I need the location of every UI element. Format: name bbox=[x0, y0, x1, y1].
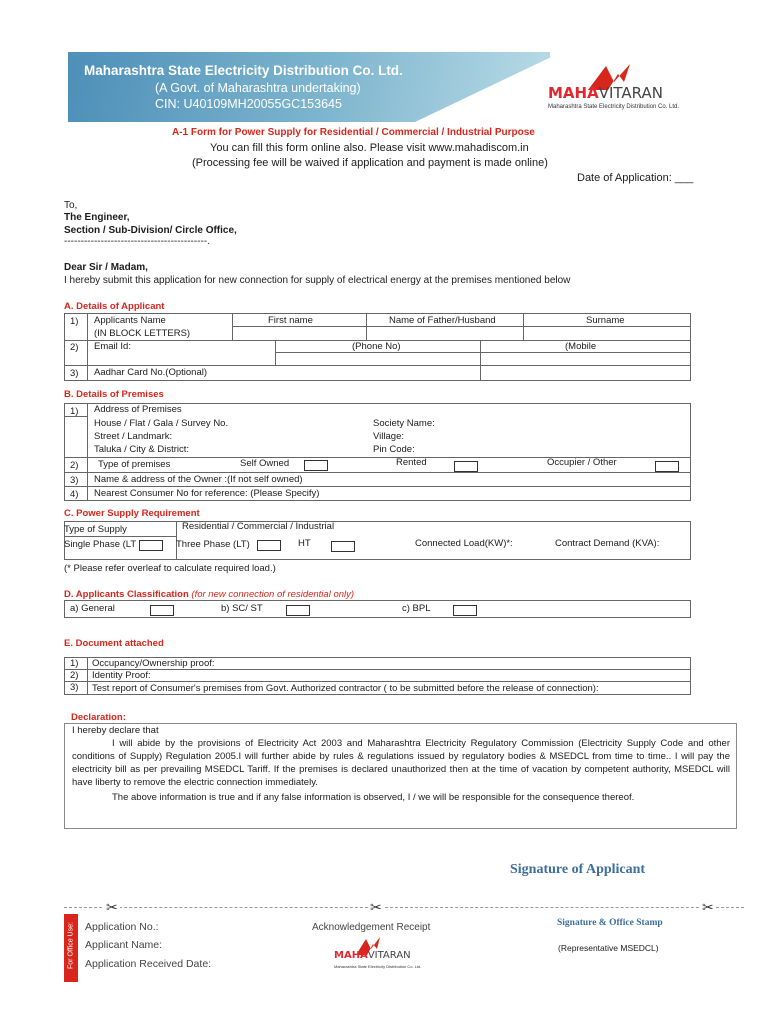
block-letters-label: (IN BLOCK LETTERS) bbox=[94, 328, 191, 339]
section-e-heading: E. Document attached bbox=[64, 638, 164, 649]
applicant-name-label: Applicant Name: bbox=[85, 939, 163, 951]
occupier-checkbox[interactable] bbox=[655, 461, 679, 472]
acknowledgement-title: Acknowledgement Receipt bbox=[312, 922, 431, 933]
dash-line: -------------------------------------------. bbox=[64, 236, 210, 247]
rented-checkbox[interactable] bbox=[454, 461, 478, 472]
surname-label: Surname bbox=[586, 315, 625, 326]
engineer-label: The Engineer, bbox=[64, 212, 130, 223]
scissors-icon: ✂ bbox=[702, 899, 714, 915]
declaration-para2: The above information is true and if any false information is observed, I / we will be responsible for the consequence thereof. bbox=[112, 792, 635, 803]
representative-label: (Representative MSEDCL) bbox=[558, 943, 659, 953]
self-owned-label: Self Owned bbox=[240, 458, 290, 469]
declaration-heading: Declaration: bbox=[71, 712, 126, 723]
signature-applicant: Signature of Applicant bbox=[510, 862, 646, 877]
applicants-name-label: Applicants Name bbox=[94, 315, 166, 326]
rented-label: Rented bbox=[396, 457, 427, 468]
row-number: 3) bbox=[70, 475, 79, 486]
contract-demand-label: Contract Demand (KVA): bbox=[555, 538, 660, 549]
logo-maha: MAHA bbox=[334, 950, 368, 961]
section-b-heading: B. Details of Premises bbox=[64, 389, 164, 400]
identity-proof-label: Identity Proof: bbox=[92, 670, 151, 681]
row-number: 4) bbox=[70, 489, 79, 500]
logo-maha: MAHA bbox=[548, 84, 599, 102]
maha-vitaran-logo bbox=[332, 935, 432, 975]
load-note: (* Please refer overleaf to calculate required load.) bbox=[64, 563, 276, 574]
office-label: Section / Sub-Division/ Circle Office, bbox=[64, 225, 237, 236]
father-name-label: Name of Father/Husband bbox=[389, 315, 496, 326]
cut-line bbox=[64, 907, 744, 908]
type-supply-label: Type of Supply bbox=[64, 524, 127, 535]
mobile-field[interactable] bbox=[481, 353, 689, 365]
father-name-field[interactable] bbox=[366, 327, 523, 340]
fee-note: (Processing fee will be waived if application and payment is made online) bbox=[192, 157, 548, 169]
street-label: Street / Landmark: bbox=[94, 431, 173, 442]
mobile-label: (Mobile bbox=[565, 341, 597, 352]
logo-vitaran: VITARAN bbox=[367, 950, 411, 961]
row-number: 2) bbox=[70, 460, 79, 471]
nearest-consumer-label: Nearest Consumer No for reference: (Please Specify) bbox=[94, 488, 320, 499]
scst-checkbox[interactable] bbox=[286, 605, 310, 616]
section-d-heading-row bbox=[64, 589, 354, 600]
supply-categories: Residential / Commercial / Industrial bbox=[182, 521, 335, 532]
section-d-heading: D. Applicants Classification bbox=[64, 589, 189, 600]
society-label: Society Name: bbox=[373, 418, 435, 429]
ht-checkbox[interactable] bbox=[331, 541, 355, 552]
declaration-line1: I hereby declare that bbox=[72, 725, 159, 736]
logo-subtitle: Maharashtra State Electricity Distribution Co. Ltd. bbox=[334, 964, 422, 969]
address-premises-label: Address of Premises bbox=[94, 404, 182, 415]
surname-field[interactable] bbox=[523, 327, 689, 340]
office-stamp-label: Signature & Office Stamp bbox=[557, 918, 663, 928]
row-number: 3) bbox=[70, 682, 79, 693]
first-name-field[interactable] bbox=[232, 327, 366, 340]
occupier-label: Occupier / Other bbox=[547, 457, 617, 468]
row-number: 2) bbox=[70, 342, 79, 353]
row-number: 1) bbox=[70, 316, 79, 327]
first-name-label: First name bbox=[268, 315, 313, 326]
cin-number: CIN: U40109MH20055GC153645 bbox=[155, 97, 342, 111]
date-of-application: Date of Application: ___ bbox=[577, 172, 694, 184]
test-report-label: Test report of Consumer's premises from Govt. Authorized contractor ( to be submitted before the release of connection): bbox=[92, 683, 599, 694]
three-phase-label: Three Phase (LT) bbox=[176, 539, 250, 550]
scst-label: b) SC/ ST bbox=[221, 603, 263, 614]
received-date-label: Application Received Date: bbox=[85, 958, 212, 970]
email-label: Email Id: bbox=[94, 341, 131, 352]
online-note: You can fill this form online also. Please visit www.mahadiscom.in bbox=[210, 142, 529, 154]
general-checkbox[interactable] bbox=[150, 605, 174, 616]
salutation: Dear Sir / Madam, bbox=[64, 262, 148, 273]
three-phase-checkbox[interactable] bbox=[257, 540, 281, 551]
govt-undertaking: (A Govt. of Maharashtra undertaking) bbox=[155, 81, 361, 95]
intro-text: I hereby submit this application for new connection for supply of electrical energy at the premises mentioned below bbox=[64, 275, 571, 286]
self-owned-checkbox[interactable] bbox=[304, 460, 328, 471]
section-c-heading: C. Power Supply Requirement bbox=[64, 508, 200, 519]
owner-label: Name & address of the Owner :(If not self owned) bbox=[94, 474, 303, 485]
office-use-strip bbox=[64, 914, 78, 982]
phone-label: (Phone No) bbox=[352, 341, 401, 352]
application-no-label: Application No.: bbox=[85, 921, 159, 933]
single-phase-label: Single Phase (LT bbox=[64, 539, 137, 550]
logo-subtitle: Maharashtra State Electricity Distribution Co. Ltd. bbox=[548, 104, 680, 110]
village-label: Village: bbox=[373, 431, 404, 442]
row-number: 1) bbox=[70, 658, 79, 669]
single-phase-checkbox[interactable] bbox=[139, 540, 163, 551]
row-number: 3) bbox=[70, 368, 79, 379]
row-number: 2) bbox=[70, 670, 79, 681]
aadhar-label: Aadhar Card No.(Optional) bbox=[94, 367, 207, 378]
type-premises-label: Type of premises bbox=[98, 459, 171, 470]
phone-field[interactable] bbox=[276, 353, 480, 365]
declaration-para1: I will abide by the provisions of Electricity Act 2003 and Maharashtra Electricity Regulatory Commission (Electricity Supply Code and other conditions of Supply) Regulation 2005.I will further abide by rules & regulations issued by regulatory bodies & MSEDCL from time to time.. I will pay the electricity bill as per prevailing MSEDCL Tariff. If the premises is declared unauthorized then at the time of vacation by competent authority, MSEDCL will have liberty to remove the electric connection immediately. bbox=[72, 738, 730, 788]
to-label: To, bbox=[64, 200, 78, 211]
form-title: A-1 Form for Power Supply for Residential / Commercial / Industrial Purpose bbox=[172, 127, 535, 138]
pin-code-label: Pin Code: bbox=[373, 444, 415, 455]
house-label: House / Flat / Gala / Survey No. bbox=[94, 418, 229, 429]
ht-label: HT bbox=[298, 538, 311, 549]
maha-vitaran-logo bbox=[548, 60, 698, 120]
scissors-icon: ✂ bbox=[370, 899, 382, 915]
general-label: a) General bbox=[70, 603, 115, 614]
section-a-heading: A. Details of Applicant bbox=[64, 301, 165, 312]
bpl-label: c) BPL bbox=[402, 603, 431, 614]
email-field[interactable] bbox=[88, 353, 275, 365]
office-use-label: For Office Use: bbox=[67, 922, 75, 969]
bpl-checkbox[interactable] bbox=[453, 605, 477, 616]
row-number: 1) bbox=[70, 406, 79, 417]
taluka-label: Taluka / City & District: bbox=[94, 444, 190, 455]
scissors-icon: ✂ bbox=[106, 899, 118, 915]
section-d-note: (for new connection of residential only) bbox=[191, 589, 355, 600]
occupancy-proof-label: Occupancy/Ownership proof: bbox=[92, 658, 215, 669]
aadhar-field[interactable] bbox=[276, 366, 480, 379]
company-name: Maharashtra State Electricity Distribution Co. Ltd. bbox=[84, 63, 403, 78]
connected-load-label: Connected Load(KW)*: bbox=[415, 538, 513, 549]
logo-vitaran: VITARAN bbox=[598, 84, 663, 102]
